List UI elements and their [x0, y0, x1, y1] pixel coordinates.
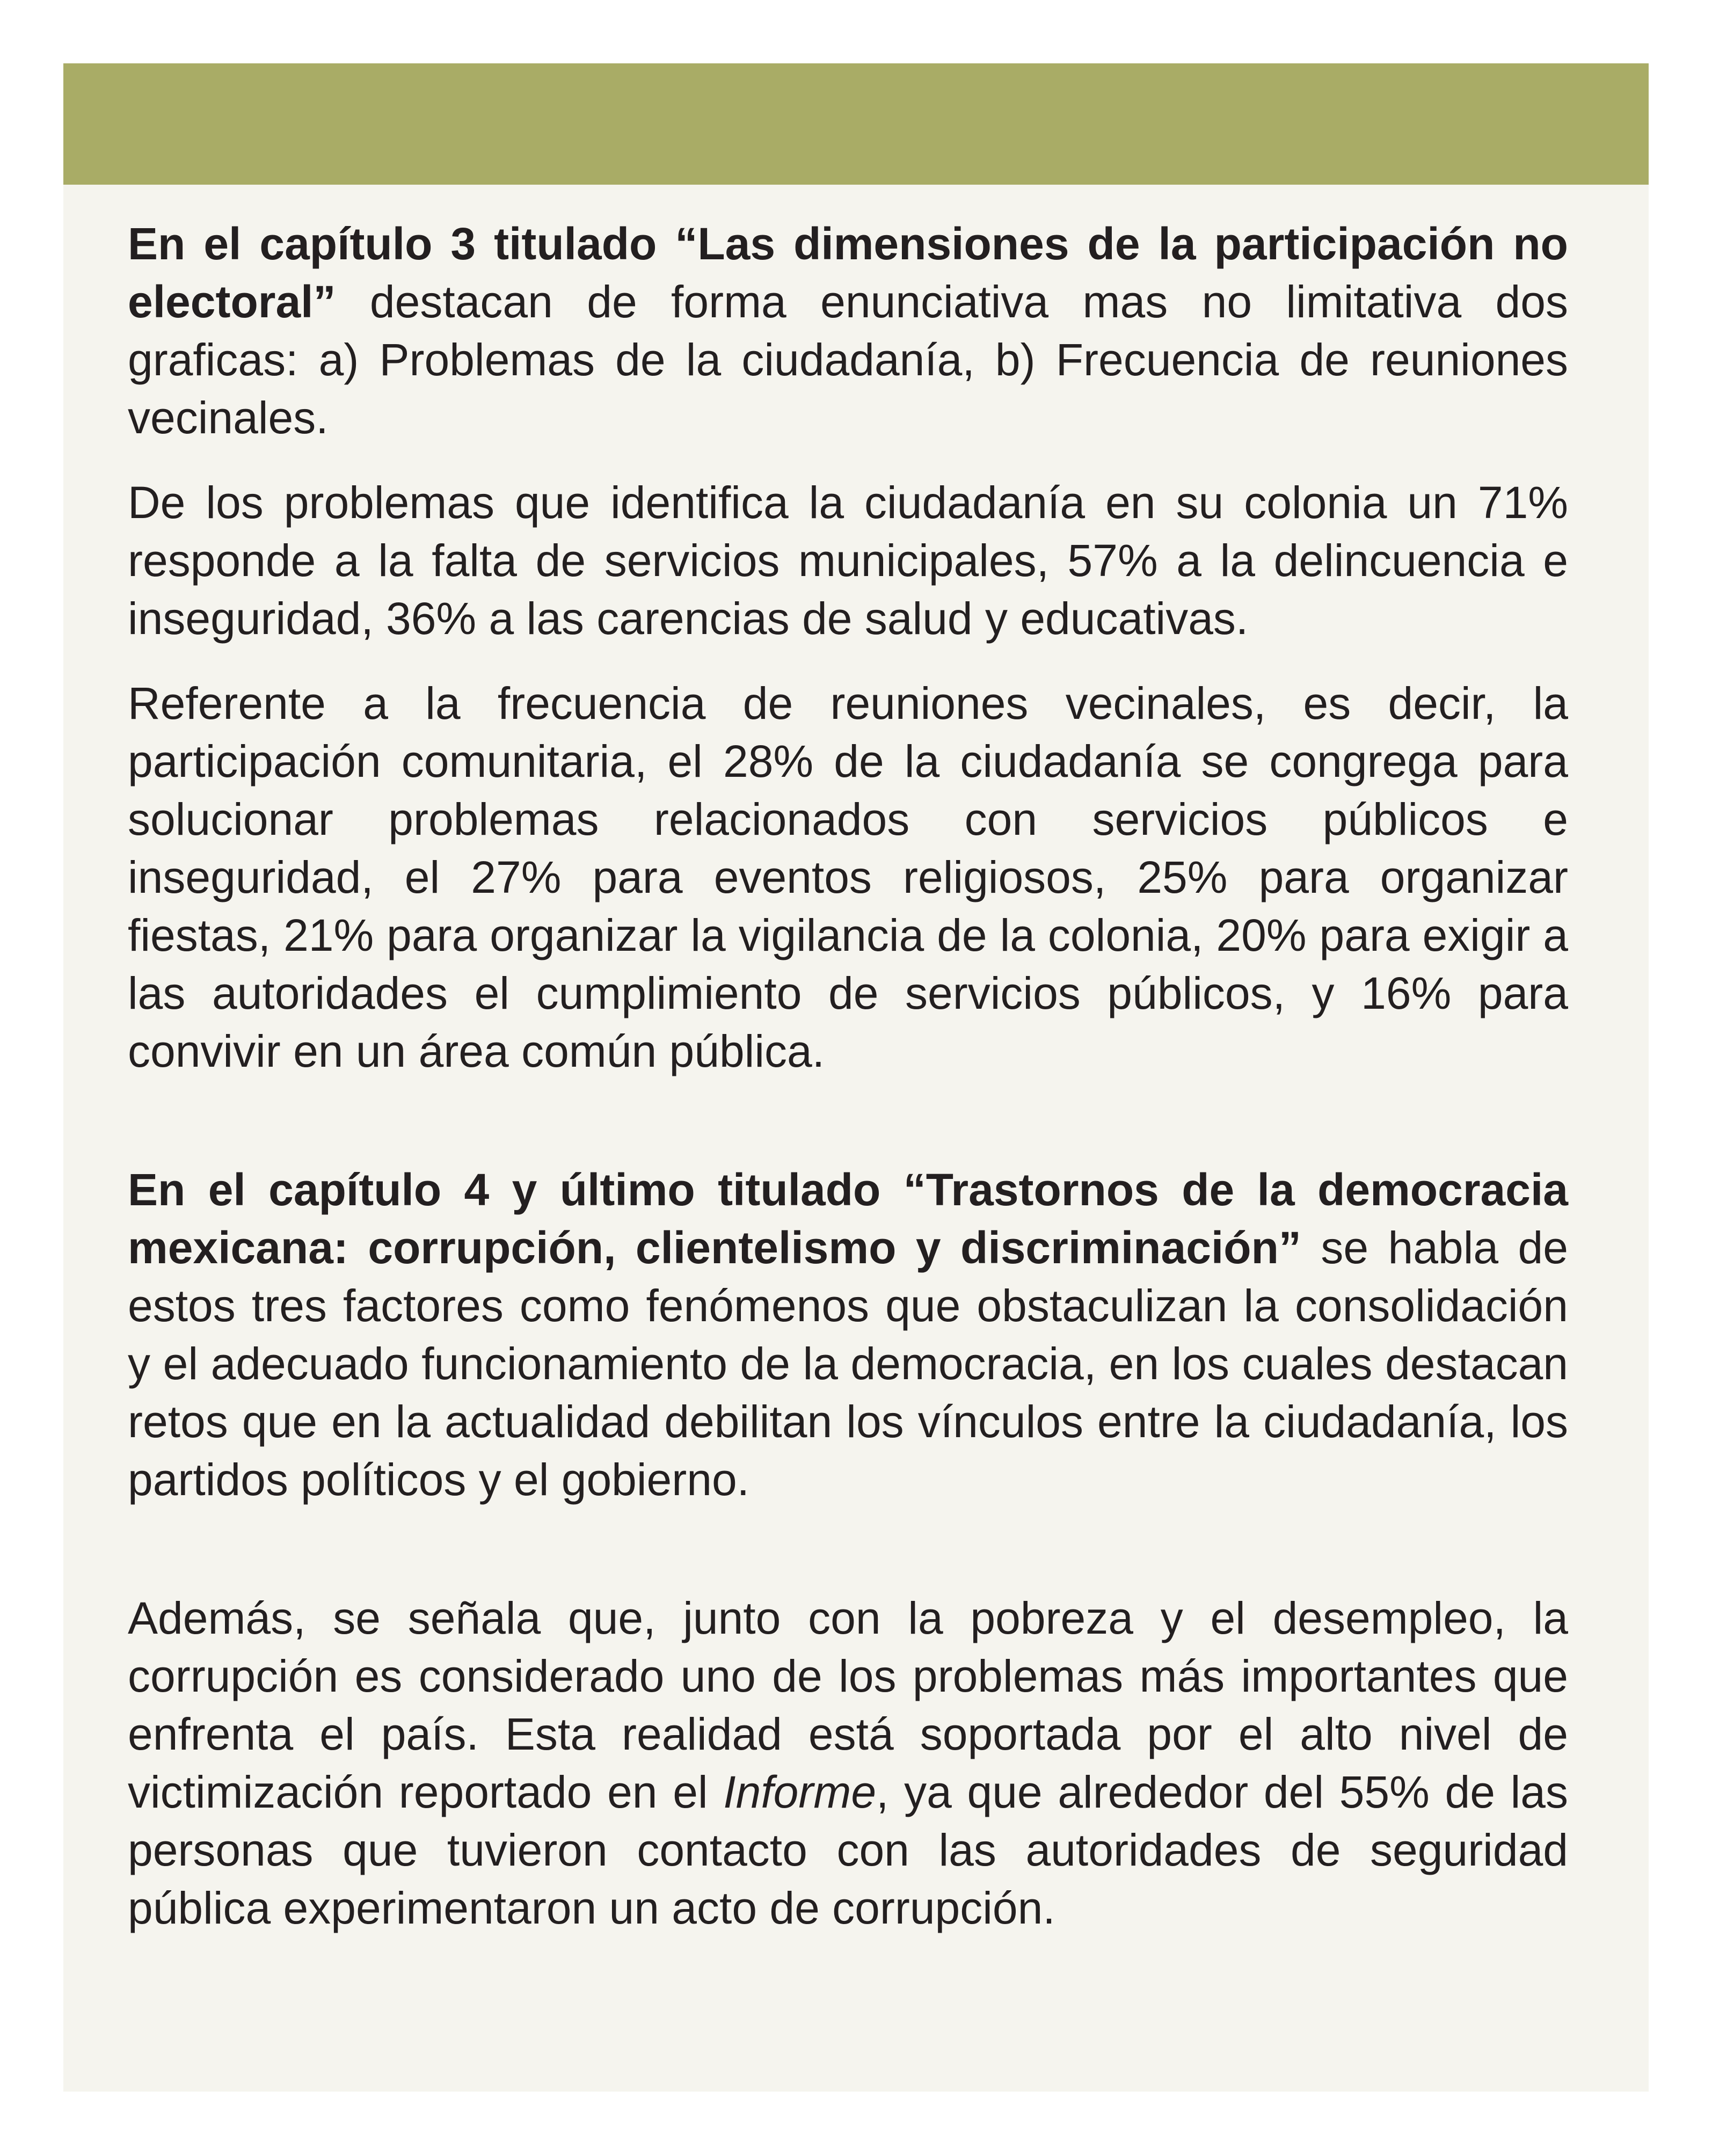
- article-body: [128, 215, 1568, 1937]
- page-card: [63, 63, 1649, 2092]
- paragraph-chapter-4: [128, 1161, 1568, 1509]
- paragraph-problems: [128, 474, 1568, 647]
- paragraph-chapter-3: [128, 215, 1568, 447]
- header-band: [63, 63, 1649, 185]
- corruption-text-after: , ya que alrededor del 55% de las personas que tuvieron contacto con las autoridades de seguridad pública experimentaron un acto de corrupción.: [128, 1767, 1569, 1933]
- chapter-3-title: En el capítulo 3 titulado “Las dimensiones de la participación no electoral”: [128, 218, 1568, 327]
- paragraph-meetings: [128, 674, 1568, 1080]
- chapter-4-title: En el capítulo 4 y último titulado “Trastornos de la democracia mexicana: corrupción, clientelismo y discriminación”: [128, 1164, 1568, 1273]
- chapter-3-text: destacan de forma enunciativa mas no limitativa dos graficas: a) Problemas de la ciudadanía, b) Frecuencia de reuniones vecinales.: [128, 276, 1568, 443]
- chapter-4-text: se habla de estos tres factores como fenómenos que obstaculizan la consolidación y el adecuado funcionamiento de la democracia, en los cuales destacan retos que en la actualidad debilitan los vínculos entre la ciudadanía, los partidos políticos y el gobierno.: [128, 1222, 1568, 1505]
- meetings-text: Referente a la frecuencia de reuniones vecinales, es decir, la participación comunitaria, el 28% de la ciudadanía se congrega para solucionar problemas relacionados con servicios públicos e inseguridad, el 27% para eventos religiosos, 25% para organizar fiestas, 21% para organizar la vigilancia de la colonia, 20% para exigir a las autoridades el cumplimiento de servicios públicos, y 16% para convivir en un área común pública.: [128, 678, 1568, 1076]
- informe-reference: Informe: [723, 1767, 877, 1817]
- problems-text: De los problemas que identifica la ciudadanía en su colonia un 71% responde a la falta de servicios municipales, 57% a la delincuencia e inseguridad, 36% a las carencias de salud y educativas.: [128, 477, 1568, 644]
- paragraph-corruption: [128, 1589, 1568, 1937]
- corruption-text-before: Además, se señala que, junto con la pobreza y el desempleo, la corrupción es considerado uno de los problemas más importantes que enfrenta el país. Esta realidad está soportada por el alto nivel de victimización reportado en el: [128, 1593, 1568, 1817]
